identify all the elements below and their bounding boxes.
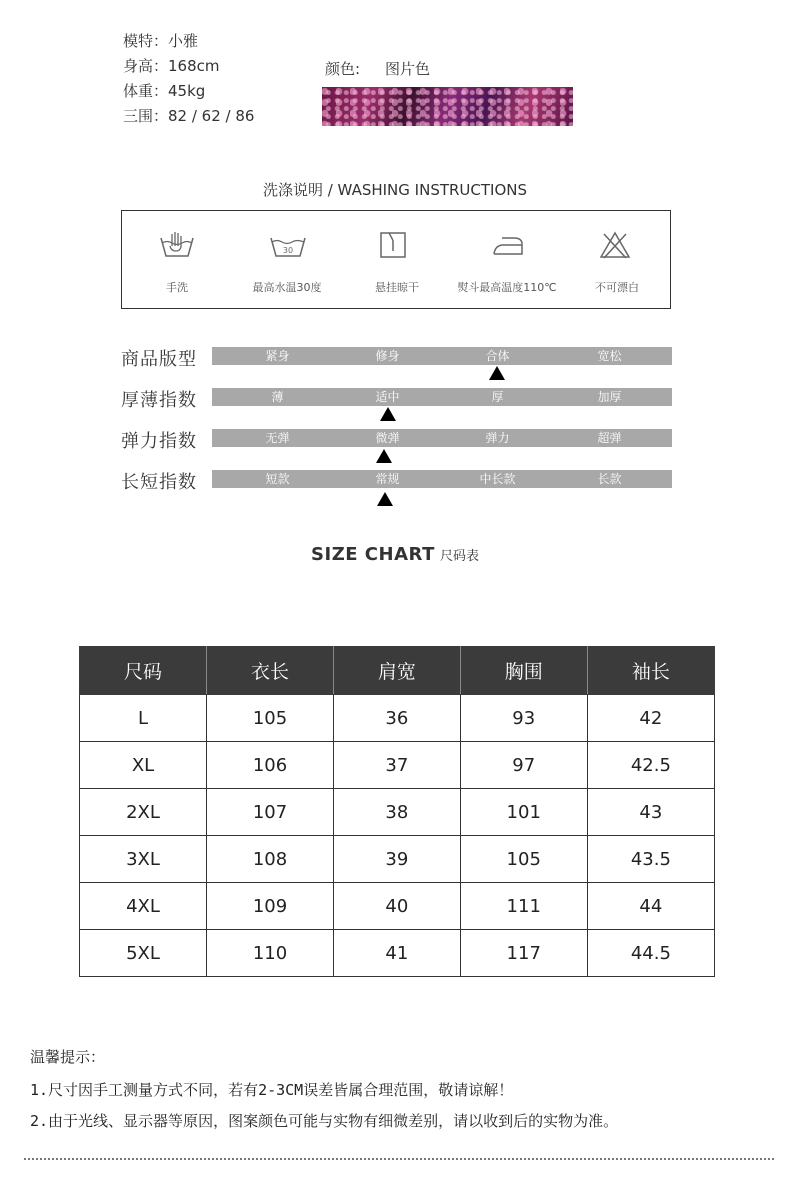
dotted-divider	[24, 1158, 774, 1160]
table-row	[80, 695, 715, 742]
wash-item-hang	[342, 211, 452, 310]
model-measurements: 三围：82 / 62 / 86	[123, 107, 255, 125]
washing-box	[121, 210, 671, 309]
svg-text:30: 30	[282, 246, 294, 255]
table-row	[80, 930, 715, 977]
wash-label: 手洗	[166, 281, 188, 294]
model-name: 模特：小雅	[123, 32, 199, 50]
attr-label-fit: 商品版型	[121, 349, 197, 370]
wash-label: 不可漂白	[595, 281, 639, 294]
wash-label: 悬挂晾干	[375, 281, 419, 294]
attr-option: 无弹	[265, 431, 290, 445]
table-cell: 44	[587, 883, 714, 930]
model-weight: 体重：45kg	[123, 82, 206, 100]
table-cell: 39	[334, 836, 461, 883]
table-cell: L	[80, 695, 207, 742]
note-item: 1.尺寸因手工测量方式不同，若有2-3CM误差皆属合理范围，敬请谅解！	[30, 1081, 514, 1099]
table-cell: 107	[207, 789, 334, 836]
size-table	[79, 646, 715, 977]
table-cell: 42	[587, 695, 714, 742]
table-cell: 43	[587, 789, 714, 836]
attr-label-thickness: 厚薄指数	[121, 390, 197, 411]
attr-option: 厚	[491, 390, 504, 404]
table-cell: 117	[460, 930, 587, 977]
selected-marker-icon	[489, 366, 505, 380]
attr-option: 弹力	[485, 431, 510, 445]
attr-option: 适中	[375, 390, 400, 404]
wash-item-hand	[122, 211, 232, 310]
wash-label: 最高水温30度	[252, 281, 322, 294]
table-cell: 40	[334, 883, 461, 930]
attr-bar-elasticity	[212, 429, 672, 447]
wash-item-30	[232, 211, 342, 310]
color-label: 颜色:	[325, 60, 361, 78]
model-height: 身高：168cm	[123, 57, 220, 75]
attr-option: 合体	[485, 349, 510, 363]
table-row	[80, 836, 715, 883]
no-bleach-icon	[598, 230, 632, 260]
attr-option: 中长款	[479, 472, 516, 486]
attr-option: 超弹	[597, 431, 622, 445]
table-cell: 5XL	[80, 930, 207, 977]
selected-marker-icon	[376, 449, 392, 463]
table-row	[80, 883, 715, 930]
attr-option: 加厚	[597, 390, 622, 404]
table-row	[80, 742, 715, 789]
table-cell: 106	[207, 742, 334, 789]
notes-title: 温馨提示：	[30, 1048, 106, 1066]
wash-label: 熨斗最高温度110℃	[457, 281, 557, 294]
table-cell: 111	[460, 883, 587, 930]
table-cell: 2XL	[80, 789, 207, 836]
table-cell: 93	[460, 695, 587, 742]
selected-marker-icon	[377, 492, 393, 506]
color-swatch	[322, 87, 573, 126]
hang-dry-icon	[378, 230, 408, 260]
table-cell: 42.5	[587, 742, 714, 789]
color-value: 图片色	[385, 60, 431, 78]
header-cell: 尺码	[80, 647, 207, 695]
attr-option: 薄	[271, 390, 284, 404]
wash-item-bleach	[562, 211, 672, 310]
attr-option: 长款	[597, 472, 622, 486]
attr-option: 常规	[375, 472, 400, 486]
hand-wash-icon	[158, 230, 196, 260]
wash-item-iron	[452, 211, 562, 310]
table-cell: 108	[207, 836, 334, 883]
attr-option: 宽松	[597, 349, 622, 363]
attr-bar-length	[212, 470, 672, 488]
table-cell: 38	[334, 789, 461, 836]
iron-icon	[488, 230, 528, 260]
header-cell: 肩宽	[334, 647, 461, 695]
header-cell: 袖长	[587, 647, 714, 695]
size-chart-title-cn: 尺码表	[439, 549, 479, 564]
table-cell: 109	[207, 883, 334, 930]
table-row	[80, 789, 715, 836]
table-cell: 43.5	[587, 836, 714, 883]
attr-option: 修身	[375, 349, 400, 363]
attr-bar-thickness	[212, 388, 672, 406]
attr-option: 紧身	[265, 349, 290, 363]
table-cell: 105	[460, 836, 587, 883]
table-cell: 3XL	[80, 836, 207, 883]
washing-title: 洗涤说明 / WASHING INSTRUCTIONS	[262, 181, 528, 199]
table-cell: 41	[334, 930, 461, 977]
attr-option: 微弹	[375, 431, 400, 445]
note-item: 2.由于光线、显示器等原因，图案颜色可能与实物有细微差别，请以收到后的实物为准。	[30, 1112, 619, 1130]
size-chart-title-en: SIZE CHART	[311, 544, 435, 565]
table-cell: 36	[334, 695, 461, 742]
header-cell: 胸围	[460, 647, 587, 695]
table-cell: XL	[80, 742, 207, 789]
wash-30-icon	[268, 230, 308, 260]
size-chart-title	[0, 544, 790, 565]
attr-label-elasticity: 弹力指数	[121, 431, 197, 452]
table-cell: 44.5	[587, 930, 714, 977]
table-cell: 110	[207, 930, 334, 977]
header-cell: 衣长	[207, 647, 334, 695]
table-cell: 105	[207, 695, 334, 742]
table-header-row	[80, 647, 715, 695]
attr-option: 短款	[265, 472, 290, 486]
attr-bar-fit	[212, 347, 672, 365]
table-cell: 101	[460, 789, 587, 836]
attr-label-length: 长短指数	[121, 472, 197, 493]
table-cell: 97	[460, 742, 587, 789]
table-cell: 4XL	[80, 883, 207, 930]
table-cell: 37	[334, 742, 461, 789]
selected-marker-icon	[380, 407, 396, 421]
